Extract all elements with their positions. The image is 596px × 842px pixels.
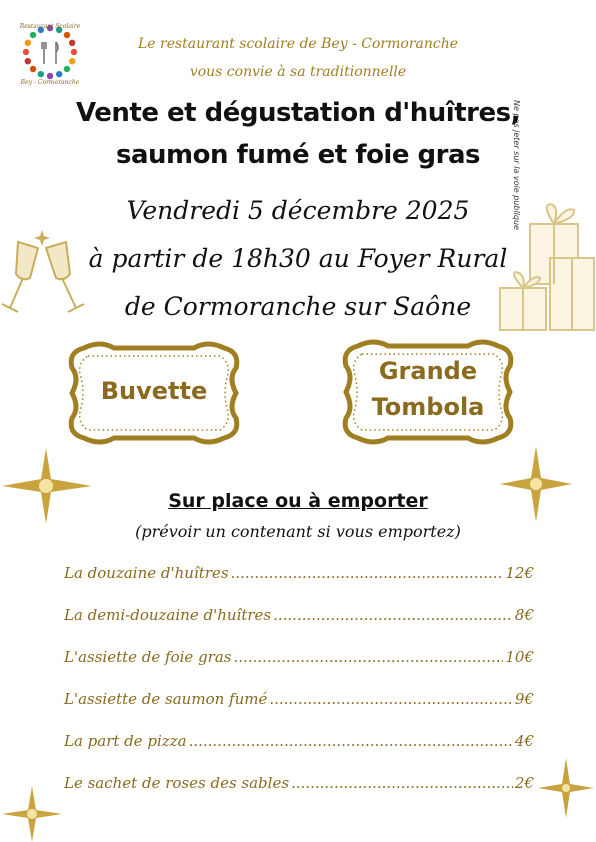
leader-dots bbox=[233, 648, 503, 666]
gift-boxes-icon bbox=[494, 200, 596, 335]
price-item-name: La douzaine d'huîtres bbox=[64, 564, 229, 582]
title-line-2: saumon fumé et foie gras bbox=[116, 140, 480, 170]
side-note: Ne pas jeter sur la voie publique bbox=[512, 100, 521, 230]
tombola-frame bbox=[338, 336, 518, 448]
logo-text-bottom: Bey - Cormoranche bbox=[20, 79, 80, 86]
tombola-label-line-2: Tombola bbox=[371, 393, 485, 421]
leader-dots bbox=[273, 606, 513, 624]
tombola-label-line-1: Grande bbox=[378, 357, 478, 385]
leader-dots bbox=[189, 732, 513, 750]
event-date: Vendredi 5 décembre 2025 bbox=[126, 196, 470, 225]
price-item-name: L'assiette de saumon fumé bbox=[64, 690, 268, 708]
leader-dots bbox=[269, 690, 513, 708]
title-line-1: Vente et dégustation d'huîtres, bbox=[76, 98, 520, 128]
takeaway-heading: Sur place ou à emporter bbox=[168, 490, 428, 512]
price-value: 8€ bbox=[514, 606, 534, 624]
sparkle-icon bbox=[34, 230, 50, 246]
price-value: 12€ bbox=[505, 564, 534, 582]
price-row bbox=[64, 564, 534, 582]
buvette-frame bbox=[64, 338, 244, 448]
sparkle-icon bbox=[538, 758, 594, 818]
price-row bbox=[64, 774, 534, 792]
intro-line-2: vous convie à sa traditionnelle bbox=[189, 64, 407, 80]
sparkle-icon bbox=[2, 448, 92, 524]
price-item-name: L'assiette de foie gras bbox=[64, 648, 232, 666]
price-value: 4€ bbox=[514, 732, 534, 750]
takeaway-note: (prévoir un contenant si vous emportez) bbox=[135, 522, 461, 541]
leader-dots bbox=[291, 774, 513, 792]
price-value: 2€ bbox=[514, 774, 534, 792]
sparkle-icon bbox=[2, 786, 62, 842]
logo-text-top: Restaurant Scolaire bbox=[19, 23, 81, 30]
price-item-name: La demi-douzaine d'huîtres bbox=[64, 606, 272, 624]
price-row bbox=[64, 648, 534, 666]
intro-line-1: Le restaurant scolaire de Bey - Cormoranche bbox=[137, 36, 459, 52]
leader-dots bbox=[231, 564, 504, 582]
price-item-name: La part de pizza bbox=[64, 732, 187, 750]
price-row bbox=[64, 732, 534, 750]
price-row bbox=[64, 606, 534, 624]
champagne-glasses-icon bbox=[0, 228, 92, 316]
price-value: 10€ bbox=[505, 648, 534, 666]
event-time: à partir de 18h30 au Foyer Rural bbox=[88, 244, 508, 273]
event-place: de Cormoranche sur Saône bbox=[124, 292, 472, 321]
buvette-label: Buvette bbox=[100, 377, 208, 405]
price-value: 9€ bbox=[514, 690, 534, 708]
price-row bbox=[64, 690, 534, 708]
price-item-name: Le sachet de roses des sables bbox=[64, 774, 290, 792]
